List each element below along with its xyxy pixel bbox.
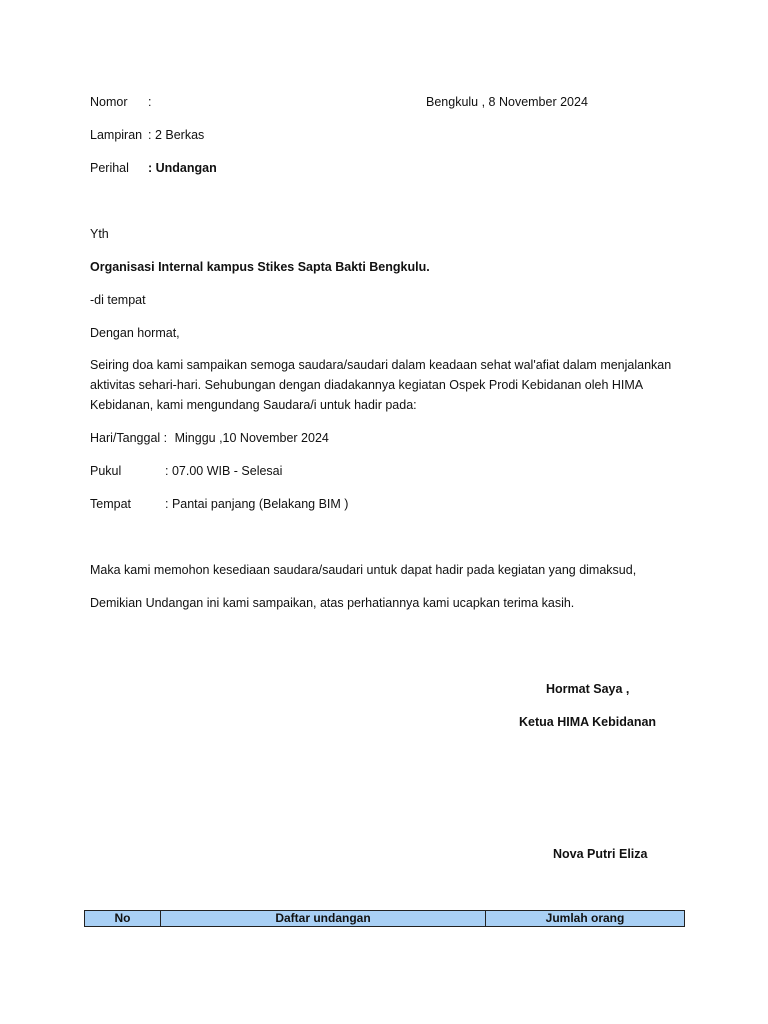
signature-title: Ketua HIMA Kebidanan bbox=[519, 715, 657, 729]
event-place-label: Tempat bbox=[90, 497, 131, 511]
event-date-value: Minggu ,10 November 2024 bbox=[174, 431, 329, 445]
event-date-row bbox=[90, 430, 329, 446]
recipient-yth: Yth bbox=[90, 227, 109, 241]
request-sentence: Maka kami memohon kesediaan saudara/saudari untuk dapat hadir pada kegiatan yang dimaksud, bbox=[90, 563, 637, 577]
nomor-separator: : bbox=[148, 95, 152, 109]
column-header-invitees: Daftar undangan bbox=[161, 911, 486, 927]
column-header-count: Jumlah orang bbox=[486, 911, 685, 927]
event-time-label: Pukul bbox=[90, 464, 122, 478]
recipient-place: -di tempat bbox=[90, 293, 146, 307]
table-header-row bbox=[85, 911, 685, 927]
perihal-value: : Undangan bbox=[148, 161, 217, 175]
closing-sentence: Demikian Undangan ini kami sampaikan, atas perhatiannya kami ucapkan terima kasih. bbox=[90, 596, 575, 610]
event-date-label: Hari/Tanggal : bbox=[90, 431, 168, 445]
lampiran-label: Lampiran bbox=[90, 128, 143, 142]
nomor-label: Nomor bbox=[90, 95, 128, 109]
signature-name: Nova Putri Eliza bbox=[553, 847, 648, 861]
event-place-value: : Pantai panjang (Belakang BIM ) bbox=[165, 497, 349, 511]
column-header-no: No bbox=[85, 911, 161, 927]
signature-regards: Hormat Saya , bbox=[546, 682, 630, 696]
letter-date: Bengkulu , 8 November 2024 bbox=[426, 95, 588, 109]
invitation-table bbox=[84, 910, 685, 927]
opening-paragraph: Seiring doa kami sampaikan semoga saudara/saudari dalam keadaan sehat wal'afiat dalam menjalankan aktivitas sehari-hari. Sehubungan dengan diadakannya kegiatan Ospek Prodi Kebidanan oleh HIMA Kebidanan, kami mengundang Saudara/i untuk hadir pada: bbox=[90, 358, 672, 412]
greeting: Dengan hormat, bbox=[90, 326, 180, 340]
recipient-organization: Organisasi Internal kampus Stikes Sapta Bakti Bengkulu. bbox=[90, 260, 430, 274]
lampiran-value: : 2 Berkas bbox=[148, 128, 205, 142]
perihal-label: Perihal bbox=[90, 161, 129, 175]
event-time-value: : 07.00 WIB - Selesai bbox=[165, 464, 283, 478]
